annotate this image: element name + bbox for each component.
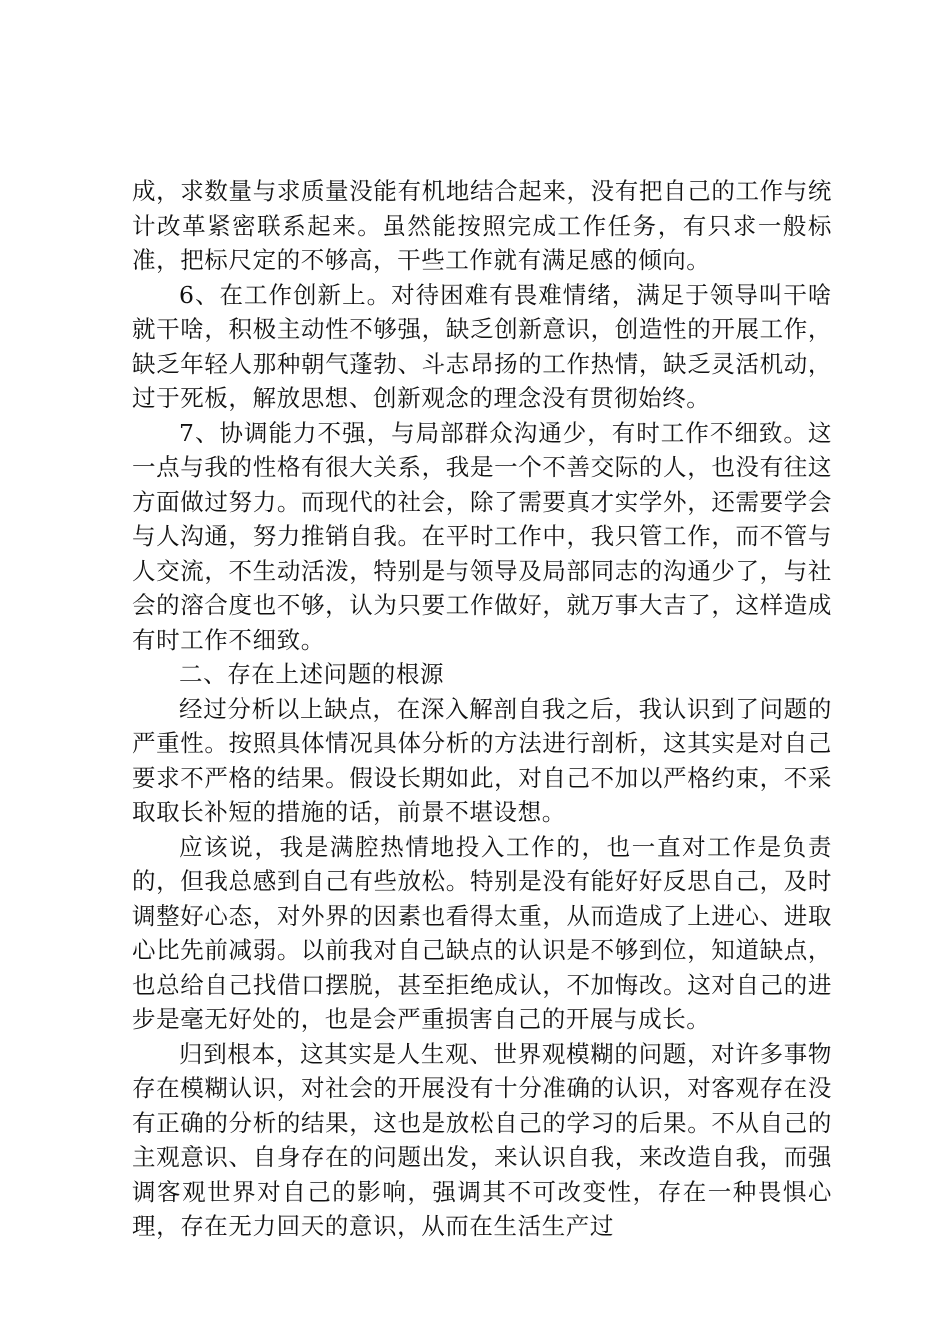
paragraph-root-cause: 归到根本，这其实是人生观、世界观模糊的问题，对许多事物存在模糊认识，对社会的开展没有十分准确的认识，对客观存在没有正确的分析的结果，这也是放松自己的学习的后果。不从自己的主观意识、自身存在的问题出发，来认识自我，来改造自我，而强调客观世界对自己的影响，强调其不可改变性，存在一种畏惧心理，存在无力回天的意识，从而在生活生产过	[132, 1039, 832, 1240]
section-heading-2: 二、存在上述问题的根源	[179, 660, 445, 688]
paragraph-analysis: 经过分析以上缺点，在深入解剖自我之后，我认识到了问题的严重性。按照具体情况具体分析的方法进行剖析，这其实是对自己要求不严格的结果。假设长期如此，对自己不加以严格约束，不采取取长补短的措施的话，前景不堪设想。	[132, 694, 832, 826]
paragraph-continuation: 成，求数量与求质量没能有机地结合起来，没有把自己的工作与统计改革紧密联系起来。虽然能按照完成工作任务，有只求一般标准，把标尺定的不够高，干些工作就有满足感的倾向。	[132, 177, 832, 274]
paragraph-item-6: 6、在工作创新上。对待困难有畏难情绪，满足于领导叫干啥就干啥，积极主动性不够强，缺乏创新意识，创造性的开展工作，缺乏年轻人那种朝气蓬勃、斗志昂扬的工作热情，缺乏灵活机动，过于死板，解放思想、创新观念的理念没有贯彻始终。	[132, 280, 832, 412]
paragraph-item-7: 7、协调能力不强，与局部群众沟通少，有时工作不细致。这一点与我的性格有很大关系，我是一个不善交际的人，也没有往这方面做过努力。而现代的社会，除了需要真才实学外，还需要学会与人沟通，努力推销自我。在平时工作中，我只管工作，而不管与人交流，不生动活泼，特别是与领导及局部同志的沟通少了，与社会的溶合度也不够，认为只要工作做好，就万事大吉了，这样造成有时工作不细致。	[132, 418, 832, 654]
paragraph-reflection: 应该说，我是满腔热情地投入工作的，也一直对工作是负责的，但我总感到自己有些放松。特别是没有能好好反思自己，及时调整好心态，对外界的因素也看得太重，从而造成了上进心、进取心比先前减弱。以前我对自己缺点的认识是不够到位，知道缺点，也总给自己找借口摆脱，甚至拒绝成认，不加悔改。这对自己的进步是毫无好处的，也是会严重损害自己的开展与成长。	[132, 832, 832, 1033]
document-body	[132, 174, 832, 1244]
